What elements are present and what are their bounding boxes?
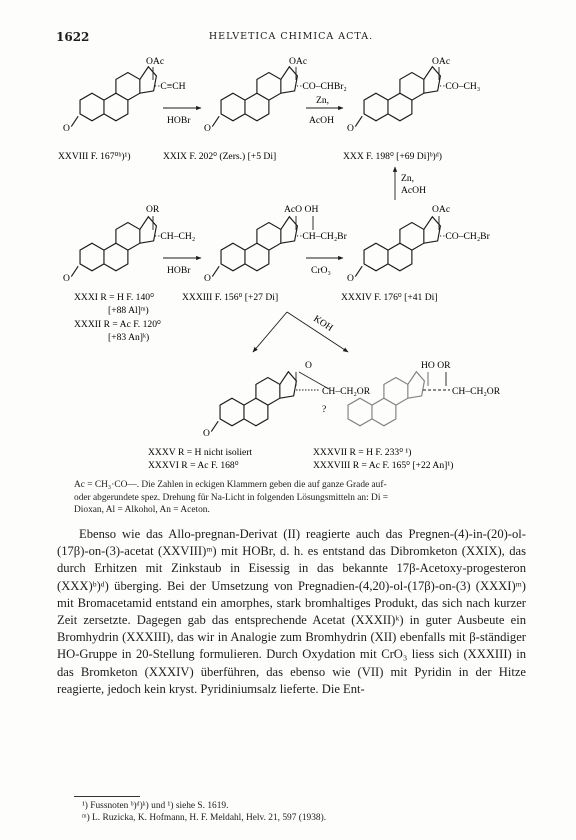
reagent-line1-label: Zn, bbox=[401, 173, 415, 184]
reagent-top-label: Zn, bbox=[316, 95, 330, 106]
ketone-o-label: O bbox=[204, 273, 211, 284]
compound-label-xxxvi: XXXVI R = Ac F. 168⁰ bbox=[148, 460, 239, 471]
side-chain-label: ··CO–CH₃ bbox=[439, 81, 481, 92]
compound-label-xxx: XXX F. 198⁰ [+69 Di]ᵇ)ᵈ) bbox=[343, 151, 442, 162]
compound-label-xxix: XXIX F. 202⁰ (Zers.) [+5 Di] bbox=[163, 151, 277, 162]
ketone-o-label: O bbox=[63, 273, 70, 284]
structure-xxxv bbox=[203, 360, 371, 439]
compound-label-xxviii: XXVIII F. 167⁰ᵇ)¹) bbox=[58, 151, 131, 162]
substituent-label: OAc bbox=[432, 56, 451, 67]
page-number: 1622 bbox=[56, 30, 90, 44]
footnote-rule bbox=[74, 796, 140, 797]
reagent-label: HOBr bbox=[167, 265, 191, 276]
arrow-cro3 bbox=[306, 258, 343, 276]
question-mark: ? bbox=[322, 404, 327, 415]
compound-label-xxxv: XXXV R = H nicht isoliert bbox=[148, 447, 253, 458]
scheme-legend bbox=[74, 479, 526, 517]
footnote-1: ¹) Fussnoten ᵇ)ᵈ)ᵏ) und ¹) siehe S. 1619. bbox=[82, 801, 229, 811]
compound-rotation-xxxi: [+88 Al]ᵐ) bbox=[108, 305, 149, 316]
footnotes bbox=[82, 800, 522, 825]
substituent-label: OAc bbox=[432, 204, 451, 215]
side-chain-label: ··CO–CH₂Br bbox=[439, 231, 490, 242]
compound-label-xxxii: XXXII R = Ac F. 120⁰ bbox=[74, 319, 161, 330]
substituent-label: OAc bbox=[146, 56, 165, 67]
structure-xxx bbox=[347, 56, 480, 134]
structure-xxxiv bbox=[347, 204, 491, 284]
side-chain-label: CH–CH₂OR bbox=[322, 386, 371, 397]
ketone-o-label: O bbox=[347, 123, 354, 134]
arrow-zn-acoh-vertical bbox=[395, 167, 426, 200]
ketone-o-label: O bbox=[347, 273, 354, 284]
structure-xxxvii bbox=[348, 360, 501, 426]
body-paragraph: Ebenso wie das Allo-pregnan-Derivat (II) reagierte auch das Pregnen-(4)-in-(20)-ol-(17β)-on-(3)-acetat (XXVIII)ᵐ) mit HOBr, d. h. es entstand das Dibromketon (XXIX), das durch Erhitzen mit Zinkstaub in Eisessig in das bekannte 17β-Acetoxy-progesteron (XXX)ᵇ)ᵈ) überging. Bei der Umsetzung von Pregnadien-(4,20)-ol-(17β)-on-(3) (XXXI)ᵐ) mit Bromacetamid entstand ein amorphes, stark bromhaltiges Produkt, das sich nach kurzer Zeit zersetzte. Dagegen gab das entsprechende Acetat (XXXII)ᵏ) in guter Ausbeute ein Bromhydrin (XXXIII), das wir in Analogie zum Bromhydrin (XII) ebenfalls mit β-ständiger HO-Gruppe in 20-Stellung formulieren. Durch Oxydation mit CrO₃ liess sich (XXXIII) in das Bromketon (XXXIV) überführen, das ebenso wie (VII) mit Pyridin in der Hitze reagierte, jedoch kein kryst. Pyridiniumsalz lieferte. Die Ent- bbox=[57, 527, 526, 696]
side-chain-label: ··CH–CH₂Br bbox=[296, 231, 347, 242]
reagent-label: KOH bbox=[311, 313, 335, 334]
compound-label-xxxviii: XXXVIII R = Ac F. 165⁰ [+22 An]¹) bbox=[313, 460, 454, 471]
body-text bbox=[57, 526, 526, 698]
compound-rotation-xxxii: [+83 An]ᵏ) bbox=[108, 332, 150, 343]
arrow-hobr-2 bbox=[163, 258, 201, 276]
epoxide-o-label: O bbox=[305, 360, 312, 371]
legend-line: oder abgerundete spez. Drehung für Na-Licht in folgenden Lösungsmitteln an: Di = bbox=[74, 492, 389, 503]
compound-label-xxxi: XXXI R = H F. 140⁰ bbox=[74, 292, 154, 303]
ketone-o-label: O bbox=[203, 428, 210, 439]
arrow-koh bbox=[253, 312, 348, 352]
substituent-label: HO OR bbox=[421, 360, 451, 371]
footnote-m: ᵐ) L. Ruzicka, K. Hofmann, H. F. Meldahl, Helv. 21, 597 (1938). bbox=[82, 813, 327, 824]
reagent-line2-label: AcOH bbox=[401, 185, 427, 196]
side-chain-label: ··C≡CH bbox=[154, 81, 186, 92]
arrow-hobr-1 bbox=[163, 108, 201, 126]
ketone-o-label: O bbox=[63, 123, 70, 134]
side-chain-label: CH–CH₂OR bbox=[452, 386, 501, 397]
side-chain-label: ··CH–CH₂ bbox=[154, 231, 196, 242]
legend-line: Ac = CH₃·CO—. Die Zahlen in eckigen Klammern geben die auf ganze Grade auf- bbox=[74, 480, 387, 490]
compound-label-xxxvii: XXXVII R = H F. 233⁰ ¹) bbox=[313, 447, 412, 458]
compound-label-xxxiv: XXXIV F. 176⁰ [+41 Di] bbox=[341, 292, 438, 303]
substituent-label: OAc bbox=[289, 56, 308, 67]
reagent-label: CrO₃ bbox=[311, 265, 331, 276]
ketone-o-label: O bbox=[204, 123, 211, 134]
side-chain-label: ··CO–CHBr₂ bbox=[296, 81, 347, 92]
journal-title: HELVETICA CHIMICA ACTA. bbox=[208, 31, 374, 42]
substituent-label: AcO OH bbox=[284, 204, 319, 215]
compound-label-xxxiii: XXXIII F. 156⁰ [+27 Di] bbox=[182, 292, 279, 303]
legend-line: Dioxan, Al = Alkohol, An = Aceton. bbox=[74, 505, 210, 515]
arrow-zn-acoh-1 bbox=[306, 95, 343, 126]
reagent-label: HOBr bbox=[167, 115, 191, 126]
substituent-label: OR bbox=[146, 204, 160, 215]
reagent-bottom-label: AcOH bbox=[309, 115, 335, 126]
